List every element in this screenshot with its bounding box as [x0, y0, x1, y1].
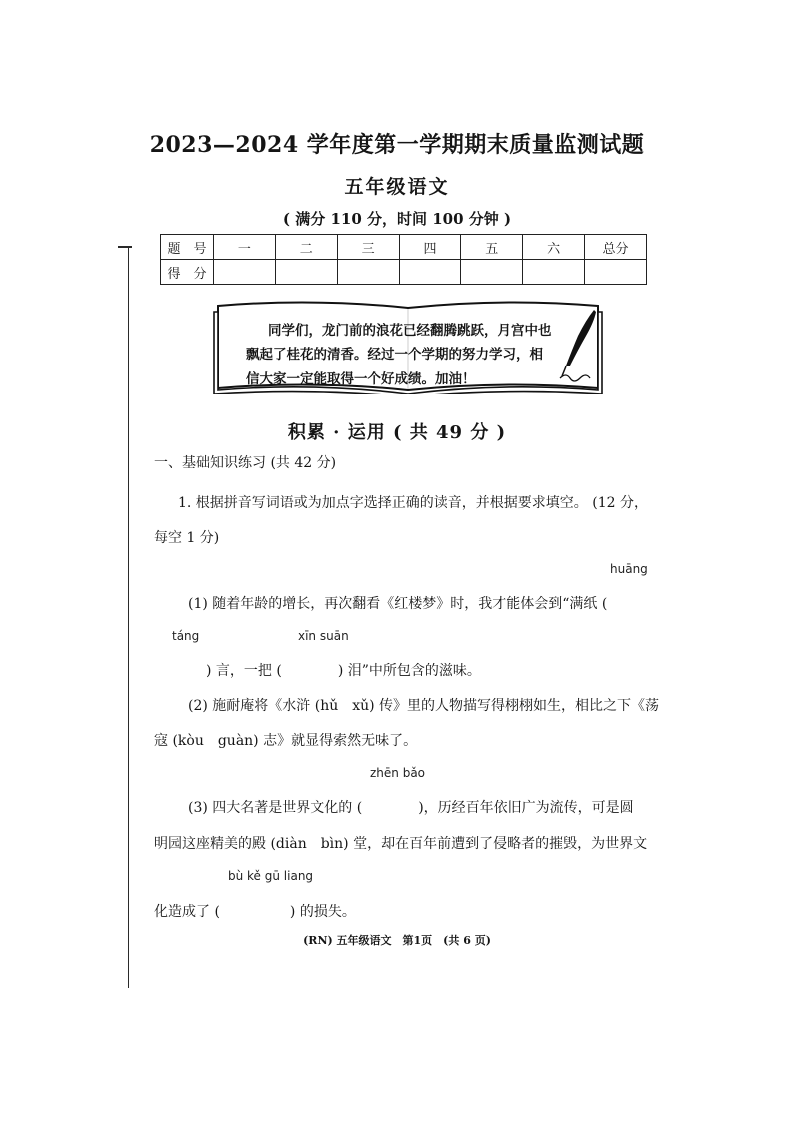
- score-col-1: 一: [214, 235, 276, 260]
- part-title: 一、基础知识练习 (共 42 分): [154, 455, 337, 471]
- question-1-part-2-line: (2) 施耐庵将《水浒 (hǔ xǔ) 传》里的人物描写得栩栩如生，相比之下《荡: [188, 698, 660, 714]
- binding-mark: [118, 246, 132, 248]
- score-cell[interactable]: [585, 260, 647, 285]
- pinyin-tang: táng: [172, 629, 200, 643]
- score-row2-label: 得 分: [161, 260, 214, 285]
- score-cell[interactable]: [399, 260, 461, 285]
- score-cell[interactable]: [461, 260, 523, 285]
- question-1-stem: 1. 根据拼音写词语或为加点字选择正确的读音，并根据要求填空。 (12 分，: [178, 495, 648, 511]
- pinyin-bu-ke-gu-liang: bù kě gū liang: [228, 869, 314, 883]
- score-table: [160, 234, 647, 285]
- score-cell[interactable]: [523, 260, 585, 285]
- question-1-part-3-end: 化造成了 ( ) 的损失。: [154, 904, 356, 920]
- score-col-4: 四: [399, 235, 461, 260]
- score-col-2: 二: [275, 235, 337, 260]
- intro-text-line-1: 同学们，龙门前的浪花已经翻腾跳跃，月宫中也: [268, 323, 552, 339]
- score-col-5: 五: [461, 235, 523, 260]
- score-table-score-row: [161, 260, 647, 285]
- quill-pen-icon: [556, 306, 602, 386]
- score-cell[interactable]: [337, 260, 399, 285]
- score-table-header-row: [161, 235, 647, 260]
- pinyin-huang: huāng: [610, 562, 648, 576]
- exam-subtitle: 五年级语文: [344, 176, 450, 198]
- score-col-6: 六: [523, 235, 585, 260]
- intro-text-line-3: 信大家一定能取得一个好成绩。加油！: [246, 371, 476, 387]
- section-title: 积累 · 运用 ( 共 49 分 ): [287, 422, 507, 443]
- score-col-3: 三: [337, 235, 399, 260]
- question-1-part-3-line: (3) 四大名著是世界文化的 ( )，历经百年依旧广为流传，可是圆: [188, 800, 634, 816]
- score-cell[interactable]: [275, 260, 337, 285]
- exam-meta: ( 满分 110 分，时间 100 分钟 ): [282, 210, 512, 228]
- exam-title: 2023—2024 学年度第一学期期末质量监测试题: [149, 132, 645, 158]
- score-cell[interactable]: [214, 260, 276, 285]
- question-1-part-3-cont: 明园这座精美的殿 (diàn bìn) 堂，却在百年前遭到了侵略者的摧毁，为世界文: [154, 836, 648, 852]
- intro-book-panel: [212, 298, 604, 394]
- pinyin-zhen-bao: zhēn bǎo: [370, 766, 426, 780]
- question-1-part-2-cont: 寇 (kòu guàn) 志》就显得索然无味了。: [154, 733, 418, 749]
- page-footer: (RN) 五年级语文 第1页 (共 6 页): [303, 934, 491, 947]
- question-1-part-1-cont: ) 言，一把 ( ) 泪”中所包含的滋味。: [206, 663, 481, 679]
- binding-line: [128, 248, 129, 988]
- pinyin-xin-suan: xīn suān: [298, 629, 349, 643]
- question-1-stem-cont: 每空 1 分): [154, 530, 220, 546]
- score-col-total: 总分: [585, 235, 647, 260]
- score-row-label: 题 号: [161, 235, 214, 260]
- question-1-part-1-line: (1) 随着年龄的增长，再次翻看《红楼梦》时，我才能体会到“满纸 (: [188, 596, 608, 612]
- intro-text-line-2: 飘起了桂花的清香。经过一个学期的努力学习，相: [246, 347, 543, 363]
